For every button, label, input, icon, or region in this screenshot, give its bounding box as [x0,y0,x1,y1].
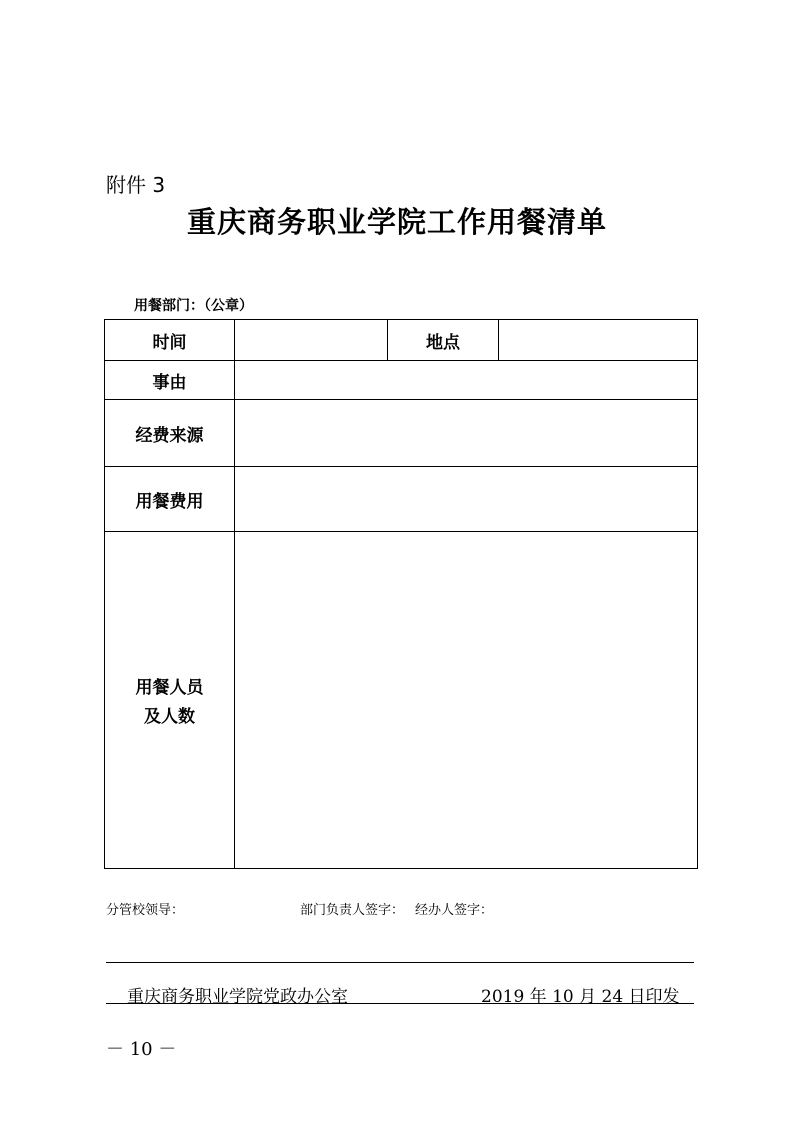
place-label: 地点 [388,320,499,361]
time-field[interactable] [235,320,388,361]
dept-head-signature-label: 部门负责人签字： [300,903,405,918]
row-attendees [105,532,698,869]
meal-form-table [104,319,698,869]
issuer-name: 重庆商务职业学院党政办公室 [127,987,348,1007]
cost-field[interactable] [235,467,698,532]
footer-bottom-rule [106,1003,694,1004]
issue-date: 2019 年 10 月 24 日印发 [481,987,680,1007]
dept-label: 用餐部门：（公章） [134,298,253,314]
attendees-field[interactable] [235,532,698,869]
row-reason [105,361,698,400]
row-time-place [105,320,698,361]
attendees-label [105,532,235,869]
document-title: 重庆商务职业学院工作用餐清单 [186,205,607,239]
footer-top-rule [106,962,694,963]
place-field[interactable] [499,320,698,361]
row-funding [105,400,698,467]
reason-label: 事由 [105,361,235,400]
attachment-label: 附件 3 [106,173,166,197]
leader-signature-label: 分管校领导： [106,903,185,918]
funding-label: 经费来源 [105,400,235,467]
row-cost [105,467,698,532]
attendees-label-line2: 及人数 [144,707,195,727]
handler-signature-label: 经办人签字： [415,903,494,918]
attendees-label-line1: 用餐人员 [135,678,204,698]
cost-label: 用餐费用 [105,467,235,532]
funding-field[interactable] [235,400,698,467]
reason-field[interactable] [235,361,698,400]
time-label: 时间 [105,320,235,361]
page-number: － 10 － [106,1039,177,1060]
